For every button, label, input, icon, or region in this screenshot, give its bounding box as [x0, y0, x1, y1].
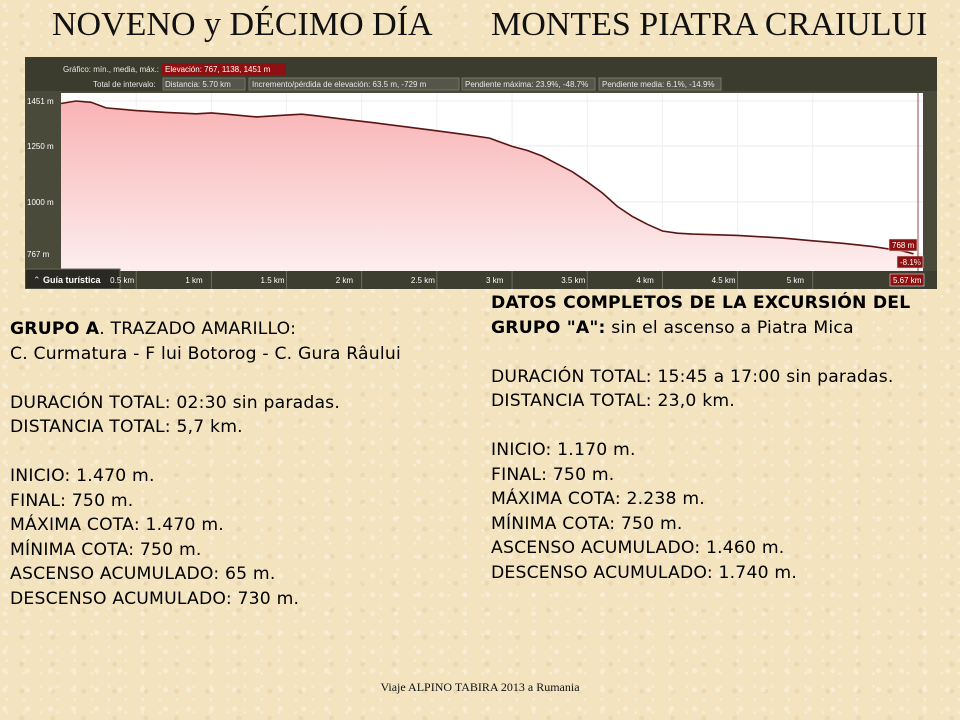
right-heading-rest: sin el ascenso a Piatra Mica	[605, 317, 854, 338]
full-excursion-text	[491, 291, 956, 585]
left-duration: DURACIÓN TOTAL: 02:30 sin paradas.	[10, 392, 340, 413]
spacer	[10, 440, 480, 465]
page-title-left: NOVENO y DÉCIMO DÍA	[52, 6, 433, 43]
page-title-right: MONTES PIATRA CRAIULUI	[491, 6, 928, 43]
y-tick-label: 1451 m	[27, 97, 54, 106]
spacer	[10, 366, 480, 391]
y-tick-label: 1000 m	[27, 197, 54, 207]
right-heading-bold: DATOS COMPLETOS DE LA EXCURSIÓN DEL GRUPO "A":	[491, 293, 911, 338]
x-tick-label: 5 km	[786, 276, 805, 285]
guide-label: Guía turística	[43, 275, 101, 285]
left-start: INICIO: 1.470 m.	[10, 466, 155, 486]
x-tick-label: 2 km	[335, 276, 354, 285]
right-distance: DISTANCIA TOTAL: 23,0 km.	[491, 391, 735, 411]
left-end: FINAL: 750 m.	[10, 490, 134, 511]
spacer	[491, 340, 956, 365]
end-elevation: 768 m	[892, 241, 915, 250]
right-min: MÍNIMA COTA: 750 m.	[491, 513, 683, 534]
right-heading	[491, 291, 956, 340]
x-tick-label: 3.5 km	[561, 276, 586, 285]
left-distance: DISTANCIA TOTAL: 5,7 km.	[10, 417, 243, 437]
header-label-total: Total de intervalo:	[93, 80, 156, 89]
left-min: MÍNIMA COTA: 750 m.	[10, 539, 202, 560]
x-tick-label: 1.5 km	[260, 276, 285, 285]
y-tick-label: 1250 m	[27, 141, 54, 151]
y-axis-bg	[25, 93, 61, 271]
left-ascent: ASCENSO ACUMULADO: 65 m.	[10, 564, 276, 584]
x-tick-label: 4 km	[636, 276, 654, 285]
header-distance: Distancia: 5.70 km	[165, 80, 231, 89]
left-max: MÁXIMA COTA: 1.470 m.	[10, 515, 224, 535]
y-tick-label: 767 m	[27, 250, 50, 259]
guide-icon: ⌃	[33, 276, 41, 286]
end-distance: 5.67 km	[893, 276, 922, 285]
group-a-route-label: . TRAZADO AMARILLO:	[99, 319, 297, 339]
x-tick-label: 0.5 km	[110, 276, 135, 285]
end-slope: -8.1%	[900, 258, 921, 267]
left-descent: DESCENSO ACUMULADO: 730 m.	[10, 588, 300, 609]
x-tick-label: 4.5 km	[711, 276, 736, 285]
route-path: C. Curmatura - F lui Botorog - C. Gura Râului	[10, 343, 401, 364]
header-max-slope: Pendiente máxima: 23.9%, -48.7%	[465, 80, 589, 89]
right-duration: DURACIÓN TOTAL: 15:45 a 17:00 sin paradas.	[491, 366, 894, 387]
x-tick-label: 2.5 km	[410, 276, 435, 285]
right-descent: DESCENSO ACUMULADO: 1.740 m.	[491, 562, 797, 583]
x-tick-label: 3 km	[486, 276, 504, 285]
header-gain-loss: Incremento/pérdida de elevación: 63.5 m, -729 m	[252, 80, 427, 89]
spacer	[491, 414, 956, 439]
footer-credit: Viaje ALPINO TABIRA 2013 a Rumania	[380, 680, 580, 694]
x-tick-label: 1 km	[185, 276, 203, 285]
right-start: INICIO: 1.170 m.	[491, 440, 636, 460]
header-mean-slope: Pendiente media: 6.1%, -14.9%	[602, 80, 715, 89]
group-a-heading	[10, 317, 480, 342]
elevation-profile-chart	[25, 57, 937, 289]
group-a-route-text	[10, 317, 480, 611]
header-label-chart: Gráfico: mín., media, máx.:	[63, 65, 160, 74]
right-end: FINAL: 750 m.	[491, 464, 615, 485]
header-elevation: Elevación: 767, 1138, 1451 m	[165, 65, 271, 74]
group-a-label: GRUPO A	[10, 319, 100, 339]
right-max: MÁXIMA COTA: 2.238 m.	[491, 489, 705, 509]
right-ascent: ASCENSO ACUMULADO: 1.460 m.	[491, 538, 785, 558]
